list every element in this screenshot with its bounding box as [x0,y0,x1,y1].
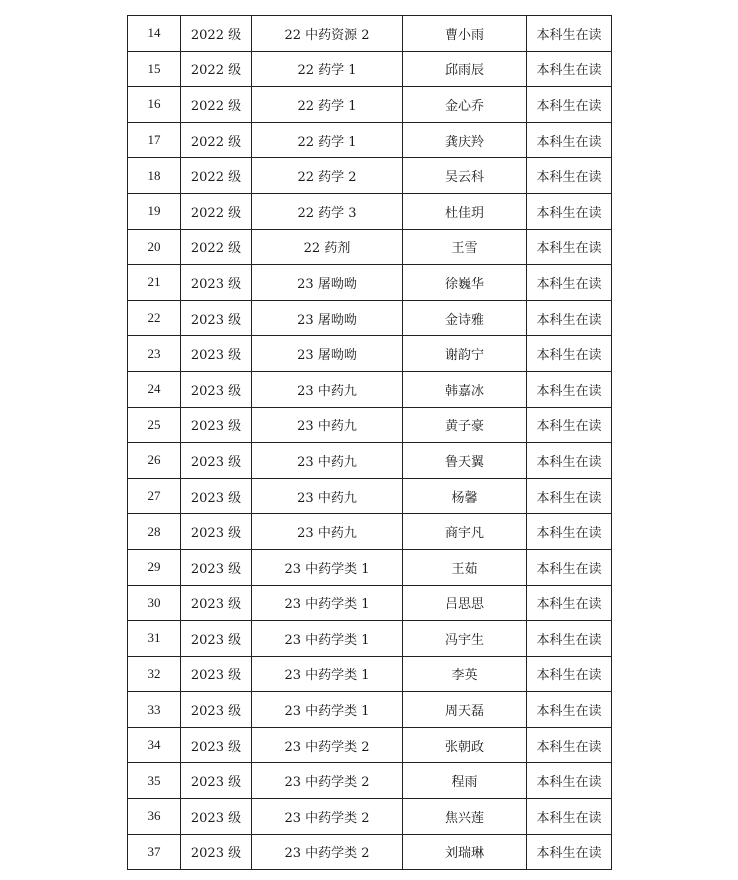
row-number-cell: 37 [128,834,181,870]
status-cell: 本科生在读 [527,443,612,479]
status-cell: 本科生在读 [527,51,612,87]
class-cell: 23 中药学类 1 [252,549,403,585]
table-row [128,834,612,870]
student-name-cell: 黄子豪 [403,407,527,443]
table-row [128,122,612,158]
status-cell: 本科生在读 [527,122,612,158]
row-number-cell: 25 [128,407,181,443]
status-cell: 本科生在读 [527,514,612,550]
grade-cell: 2023 级 [181,407,252,443]
status-cell: 本科生在读 [527,229,612,265]
student-name-cell: 李英 [403,656,527,692]
grade-cell: 2022 级 [181,87,252,123]
student-name-cell: 龚庆羚 [403,122,527,158]
grade-cell: 2022 级 [181,16,252,52]
class-cell: 23 屠呦呦 [252,300,403,336]
status-cell: 本科生在读 [527,336,612,372]
row-number-cell: 20 [128,229,181,265]
class-cell: 23 中药九 [252,443,403,479]
grade-cell: 2022 级 [181,229,252,265]
grade-cell: 2023 级 [181,300,252,336]
status-cell: 本科生在读 [527,763,612,799]
student-name-cell: 冯宇生 [403,621,527,657]
class-cell: 22 药学 2 [252,158,403,194]
grade-cell: 2023 级 [181,265,252,301]
class-cell: 23 中药学类 2 [252,834,403,870]
status-cell: 本科生在读 [527,834,612,870]
table-row [128,51,612,87]
status-cell: 本科生在读 [527,371,612,407]
class-cell: 23 中药九 [252,478,403,514]
grade-cell: 2023 级 [181,621,252,657]
class-cell: 23 中药学类 2 [252,727,403,763]
student-name-cell: 商宇凡 [403,514,527,550]
student-name-cell: 王雪 [403,229,527,265]
student-name-cell: 吴云科 [403,158,527,194]
student-name-cell: 金心乔 [403,87,527,123]
table-row [128,549,612,585]
row-number-cell: 35 [128,763,181,799]
row-number-cell: 33 [128,692,181,728]
status-cell: 本科生在读 [527,300,612,336]
grade-cell: 2023 级 [181,336,252,372]
student-name-cell: 徐巍华 [403,265,527,301]
student-name-cell: 杨馨 [403,478,527,514]
status-cell: 本科生在读 [527,265,612,301]
row-number-cell: 17 [128,122,181,158]
table-row [128,585,612,621]
grade-cell: 2023 级 [181,834,252,870]
class-cell: 23 中药九 [252,407,403,443]
class-cell: 22 药学 1 [252,122,403,158]
row-number-cell: 36 [128,799,181,835]
class-cell: 22 药学 1 [252,87,403,123]
row-number-cell: 29 [128,549,181,585]
student-name-cell: 韩嘉冰 [403,371,527,407]
row-number-cell: 30 [128,585,181,621]
row-number-cell: 34 [128,727,181,763]
status-cell: 本科生在读 [527,87,612,123]
student-name-cell: 鲁天翼 [403,443,527,479]
row-number-cell: 14 [128,16,181,52]
row-number-cell: 24 [128,371,181,407]
grade-cell: 2023 级 [181,478,252,514]
table-row [128,763,612,799]
row-number-cell: 26 [128,443,181,479]
table-row [128,407,612,443]
class-cell: 23 中药九 [252,514,403,550]
grade-cell: 2022 级 [181,51,252,87]
grade-cell: 2023 级 [181,799,252,835]
class-cell: 23 中药学类 1 [252,656,403,692]
table-row [128,727,612,763]
grade-cell: 2023 级 [181,656,252,692]
table-row [128,478,612,514]
table-row [128,87,612,123]
class-cell: 23 中药学类 2 [252,763,403,799]
student-name-cell: 谢韵宁 [403,336,527,372]
table-row [128,229,612,265]
row-number-cell: 27 [128,478,181,514]
table-row [128,799,612,835]
table-row [128,514,612,550]
grade-cell: 2022 级 [181,193,252,229]
row-number-cell: 23 [128,336,181,372]
row-number-cell: 22 [128,300,181,336]
status-cell: 本科生在读 [527,727,612,763]
class-cell: 23 中药学类 2 [252,799,403,835]
table-row [128,300,612,336]
student-name-cell: 王茹 [403,549,527,585]
table-row [128,656,612,692]
status-cell: 本科生在读 [527,585,612,621]
class-cell: 23 中药九 [252,371,403,407]
student-name-cell: 曹小雨 [403,16,527,52]
class-cell: 23 中药学类 1 [252,692,403,728]
class-cell: 22 药学 3 [252,193,403,229]
student-name-cell: 吕思思 [403,585,527,621]
table-row [128,16,612,52]
grade-cell: 2023 级 [181,549,252,585]
class-cell: 23 中药学类 1 [252,585,403,621]
table-row [128,692,612,728]
row-number-cell: 15 [128,51,181,87]
grade-cell: 2023 级 [181,585,252,621]
student-roster-table [127,15,612,870]
table-row [128,158,612,194]
student-name-cell: 邱雨辰 [403,51,527,87]
class-cell: 22 药剂 [252,229,403,265]
class-cell: 22 中药资源 2 [252,16,403,52]
student-name-cell: 刘瑞琳 [403,834,527,870]
student-name-cell: 焦兴莲 [403,799,527,835]
status-cell: 本科生在读 [527,193,612,229]
table-row [128,336,612,372]
grade-cell: 2023 级 [181,514,252,550]
class-cell: 23 屠呦呦 [252,265,403,301]
class-cell: 23 中药学类 1 [252,621,403,657]
grade-cell: 2023 级 [181,443,252,479]
table-row [128,371,612,407]
status-cell: 本科生在读 [527,158,612,194]
grade-cell: 2023 级 [181,763,252,799]
row-number-cell: 18 [128,158,181,194]
student-name-cell: 杜佳玥 [403,193,527,229]
student-name-cell: 金诗雅 [403,300,527,336]
student-name-cell: 程雨 [403,763,527,799]
table-row [128,193,612,229]
row-number-cell: 31 [128,621,181,657]
grade-cell: 2023 级 [181,692,252,728]
status-cell: 本科生在读 [527,407,612,443]
class-cell: 23 屠呦呦 [252,336,403,372]
grade-cell: 2023 级 [181,371,252,407]
status-cell: 本科生在读 [527,799,612,835]
status-cell: 本科生在读 [527,692,612,728]
status-cell: 本科生在读 [527,549,612,585]
class-cell: 22 药学 1 [252,51,403,87]
row-number-cell: 21 [128,265,181,301]
student-name-cell: 张朝政 [403,727,527,763]
row-number-cell: 19 [128,193,181,229]
row-number-cell: 28 [128,514,181,550]
table-row [128,443,612,479]
student-name-cell: 周天磊 [403,692,527,728]
row-number-cell: 32 [128,656,181,692]
status-cell: 本科生在读 [527,656,612,692]
status-cell: 本科生在读 [527,478,612,514]
roster-body [128,16,612,870]
grade-cell: 2022 级 [181,122,252,158]
table-row [128,265,612,301]
grade-cell: 2022 级 [181,158,252,194]
grade-cell: 2023 级 [181,727,252,763]
row-number-cell: 16 [128,87,181,123]
status-cell: 本科生在读 [527,621,612,657]
status-cell: 本科生在读 [527,16,612,52]
table-row [128,621,612,657]
